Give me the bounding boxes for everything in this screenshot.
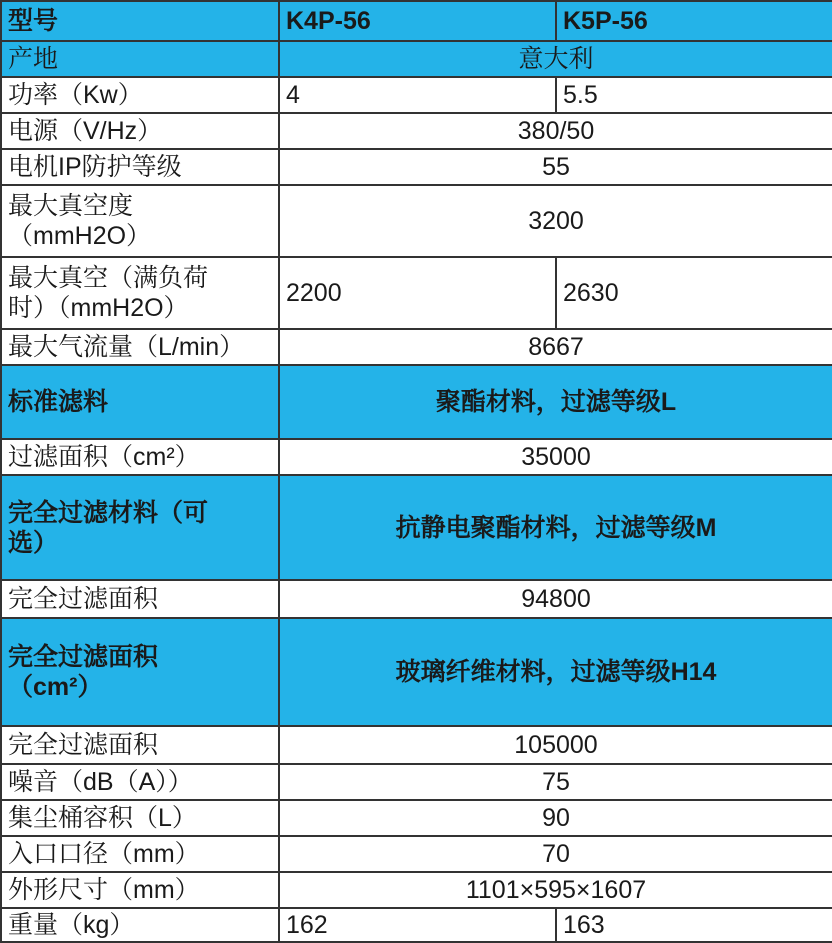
row-label-line-1: 最大真空度 (8, 192, 134, 220)
row-value: 70 (279, 836, 832, 872)
row-value-a: 4 (279, 77, 556, 113)
row-value: 3200 (279, 185, 832, 257)
row-label (1, 618, 279, 726)
row-label: 集尘桶容积（L） (1, 800, 279, 836)
row-label (1, 257, 279, 329)
row-value: 聚酯材料，过滤等级L (279, 365, 832, 439)
row-label-line-1: 完全过滤面积 (8, 643, 159, 671)
row-value: 94800 (279, 580, 832, 618)
row-value: 105000 (279, 726, 832, 764)
row-value-b: 2630 (556, 257, 832, 329)
row-label-line-2: 时）（mmH2O） (8, 294, 189, 322)
table-row-ip-rating (1, 149, 832, 185)
header-model-label: 型号 (1, 1, 279, 41)
row-label: 完全过滤面积 (1, 726, 279, 764)
table-row-origin (1, 41, 832, 77)
table-row-max-vacuum (1, 185, 832, 257)
row-value-b: 163 (556, 908, 832, 942)
row-label: 产地 (1, 41, 279, 77)
row-value-a: 2200 (279, 257, 556, 329)
table-row-max-airflow (1, 329, 832, 365)
row-value: 玻璃纤维材料，过滤等级H14 (279, 618, 832, 726)
row-value: 抗静电聚酯材料，过滤等级M (279, 475, 832, 580)
row-label: 功率（Kw） (1, 77, 279, 113)
table-row-full-filter-area (1, 580, 832, 618)
row-label: 外形尺寸（mm） (1, 872, 279, 908)
row-label: 完全过滤面积 (1, 580, 279, 618)
row-value: 55 (279, 149, 832, 185)
header-model-b: K5P-56 (556, 1, 832, 41)
row-label-line-2: （mmH2O） (8, 222, 152, 250)
row-value: 75 (279, 764, 832, 800)
table-row-optional-filter (1, 475, 832, 580)
row-label: 最大气流量（L/min） (1, 329, 279, 365)
row-label-line-1: 最大真空（满负荷 (8, 264, 209, 292)
row-value: 意大利 (279, 41, 832, 77)
row-label-line-2: 选） (8, 528, 59, 557)
table-row-power (1, 77, 832, 113)
table-row-max-vacuum-full-load (1, 257, 832, 329)
table-row-power-supply (1, 113, 832, 149)
row-label: 电机IP防护等级 (1, 149, 279, 185)
row-label: 重量（kg） (1, 908, 279, 942)
row-label: 标准滤料 (1, 365, 279, 439)
row-label (1, 475, 279, 580)
row-label (1, 185, 279, 257)
header-model-a: K4P-56 (279, 1, 556, 41)
row-value: 380/50 (279, 113, 832, 149)
table-row-inlet-diameter (1, 836, 832, 872)
row-value-a: 162 (279, 908, 556, 942)
row-label: 噪音（dB（A）） (1, 764, 279, 800)
row-value: 35000 (279, 439, 832, 475)
table-row-bin-capacity (1, 800, 832, 836)
row-label-line-2: （cm²） (8, 673, 103, 701)
table-row-noise (1, 764, 832, 800)
row-value: 8667 (279, 329, 832, 365)
row-value: 90 (279, 800, 832, 836)
table-row-dimensions (1, 872, 832, 908)
row-value: 1101×595×1607 (279, 872, 832, 908)
table-header-row (1, 1, 832, 41)
row-label: 入口口径（mm） (1, 836, 279, 872)
table-row-filter-area (1, 439, 832, 475)
row-label: 电源（V/Hz） (1, 113, 279, 149)
row-label: 过滤面积（cm²） (1, 439, 279, 475)
table-row-standard-filter (1, 365, 832, 439)
table-row-full-filter-area-2 (1, 726, 832, 764)
table-row-full-filter-material (1, 618, 832, 726)
row-label-line-1: 完全过滤材料（可 (8, 498, 209, 527)
row-value-b: 5.5 (556, 77, 832, 113)
